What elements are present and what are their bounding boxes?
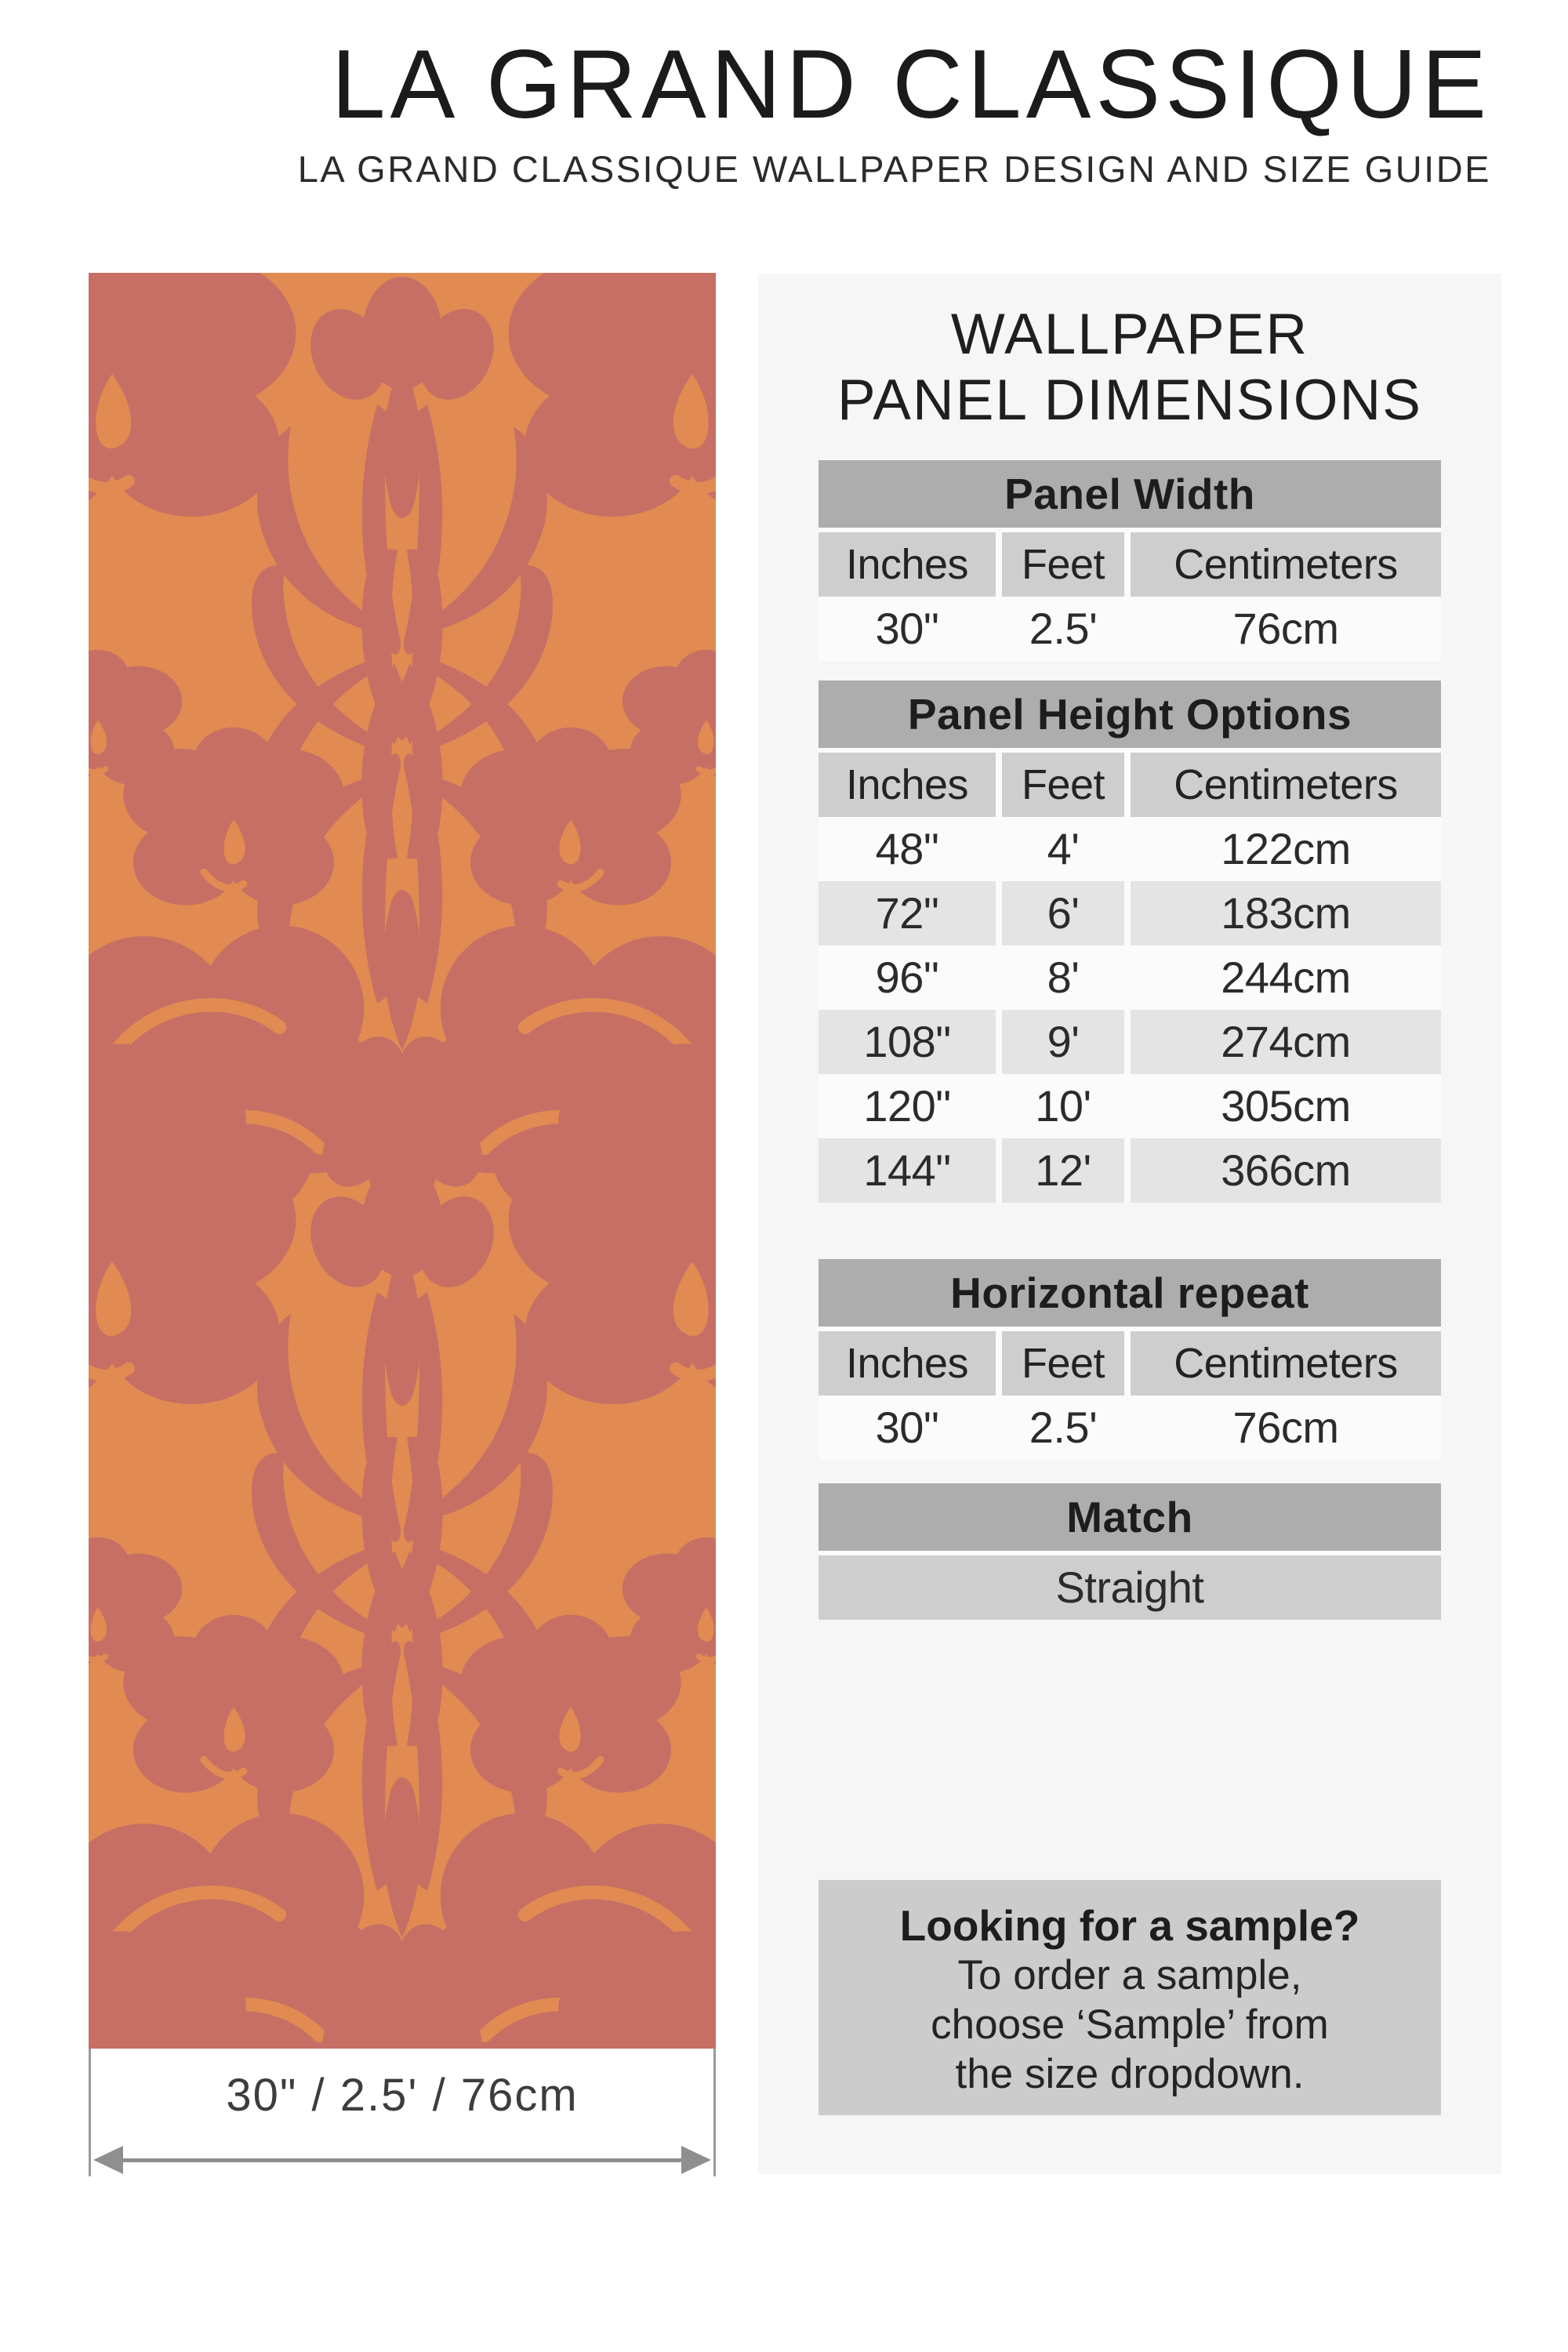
value-cell: 122cm <box>1221 824 1351 873</box>
header <box>78 33 1491 191</box>
size-table <box>818 681 1441 1203</box>
value-cell: 144" <box>818 1138 996 1203</box>
value-cell: 2.5' <box>1029 604 1098 653</box>
column-header-cell: Inches <box>818 753 996 817</box>
column-header-cell: Centimeters <box>1131 753 1441 817</box>
column-header-row <box>818 532 1441 597</box>
value-cell: 183cm <box>1131 881 1441 946</box>
value-cell: 9' <box>1002 1010 1124 1074</box>
value-cell: 4' <box>1047 824 1080 873</box>
table-row <box>818 881 1441 946</box>
column-header-cell: Feet <box>1002 753 1124 817</box>
sample-box-line: choose ‘Sample’ from <box>931 2002 1329 2048</box>
value-cell: 366cm <box>1131 1138 1441 1203</box>
panel-width-measure <box>89 2049 716 2176</box>
value-cell: 108" <box>818 1010 996 1074</box>
dimensions-panel <box>758 274 1501 2174</box>
arrow-left-icon <box>93 2146 123 2174</box>
column-header-row <box>818 753 1441 817</box>
table-title-bar: Panel Height Options <box>818 681 1441 748</box>
panel-heading-line2: PANEL DIMENSIONS <box>837 368 1422 432</box>
damask-pattern-graphic <box>89 273 716 2049</box>
table-row <box>818 946 1441 1010</box>
panel-heading <box>758 302 1501 434</box>
value-cell: Straight <box>818 1555 1441 1620</box>
page-subtitle: LA GRAND CLASSIQUE WALLPAPER DESIGN AND SIZE GUIDE <box>297 148 1491 190</box>
value-cell: 6' <box>1002 881 1124 946</box>
value-cell: 274cm <box>1131 1010 1441 1074</box>
table-row <box>818 817 1441 881</box>
value-cell: 72" <box>818 881 996 946</box>
value-cell: 305cm <box>1221 1081 1351 1131</box>
value-cell: 76cm <box>1232 1403 1339 1452</box>
table-title-bar: Panel Width <box>818 460 1441 528</box>
table-title-bar: Match <box>818 1483 1441 1551</box>
table-row <box>818 1138 1441 1203</box>
column-header-row <box>818 1331 1441 1396</box>
arrow-right-icon <box>681 2146 711 2174</box>
wallpaper-sample-image <box>89 273 716 2049</box>
table-row <box>818 1074 1441 1138</box>
size-table <box>818 1483 1441 1620</box>
column-header-cell: Inches <box>818 532 996 597</box>
value-cell: 30" <box>875 604 939 653</box>
panel-heading-line1: WALLPAPER <box>950 303 1309 366</box>
sample-box-line: the size dropdown. <box>955 2051 1305 2097</box>
table-row <box>818 1010 1441 1074</box>
value-cell: 2.5' <box>1029 1403 1098 1452</box>
double-arrow-icon <box>114 2158 690 2162</box>
value-cell: 96" <box>875 953 939 1002</box>
value-cell: 12' <box>1002 1138 1124 1203</box>
table-row <box>818 1555 1441 1620</box>
value-cell: 10' <box>1035 1081 1091 1131</box>
table-row <box>818 597 1441 661</box>
table-title-bar: Horizontal repeat <box>818 1259 1441 1327</box>
value-cell: 8' <box>1047 953 1080 1002</box>
value-cell: 76cm <box>1232 604 1339 653</box>
table-row <box>818 1396 1441 1460</box>
page-title: LA GRAND CLASSIQUE <box>331 31 1491 139</box>
column-header-cell: Inches <box>818 1331 996 1396</box>
panel-width-measure-label: 30" / 2.5' / 76cm <box>226 2070 579 2121</box>
sample-info-box <box>818 1880 1441 2115</box>
value-cell: 120" <box>863 1081 951 1131</box>
column-header-cell: Feet <box>1002 1331 1124 1396</box>
column-header-cell: Centimeters <box>1131 532 1441 597</box>
value-cell: 244cm <box>1221 953 1351 1002</box>
sample-box-line: To order a sample, <box>957 1952 1302 1998</box>
size-table <box>818 1259 1441 1460</box>
value-cell: 48" <box>875 824 939 873</box>
column-header-cell: Centimeters <box>1131 1331 1441 1396</box>
value-cell: 30" <box>875 1403 939 1452</box>
size-table <box>818 460 1441 661</box>
sample-box-heading: Looking for a sample? <box>899 1901 1360 1950</box>
column-header-cell: Feet <box>1002 532 1124 597</box>
